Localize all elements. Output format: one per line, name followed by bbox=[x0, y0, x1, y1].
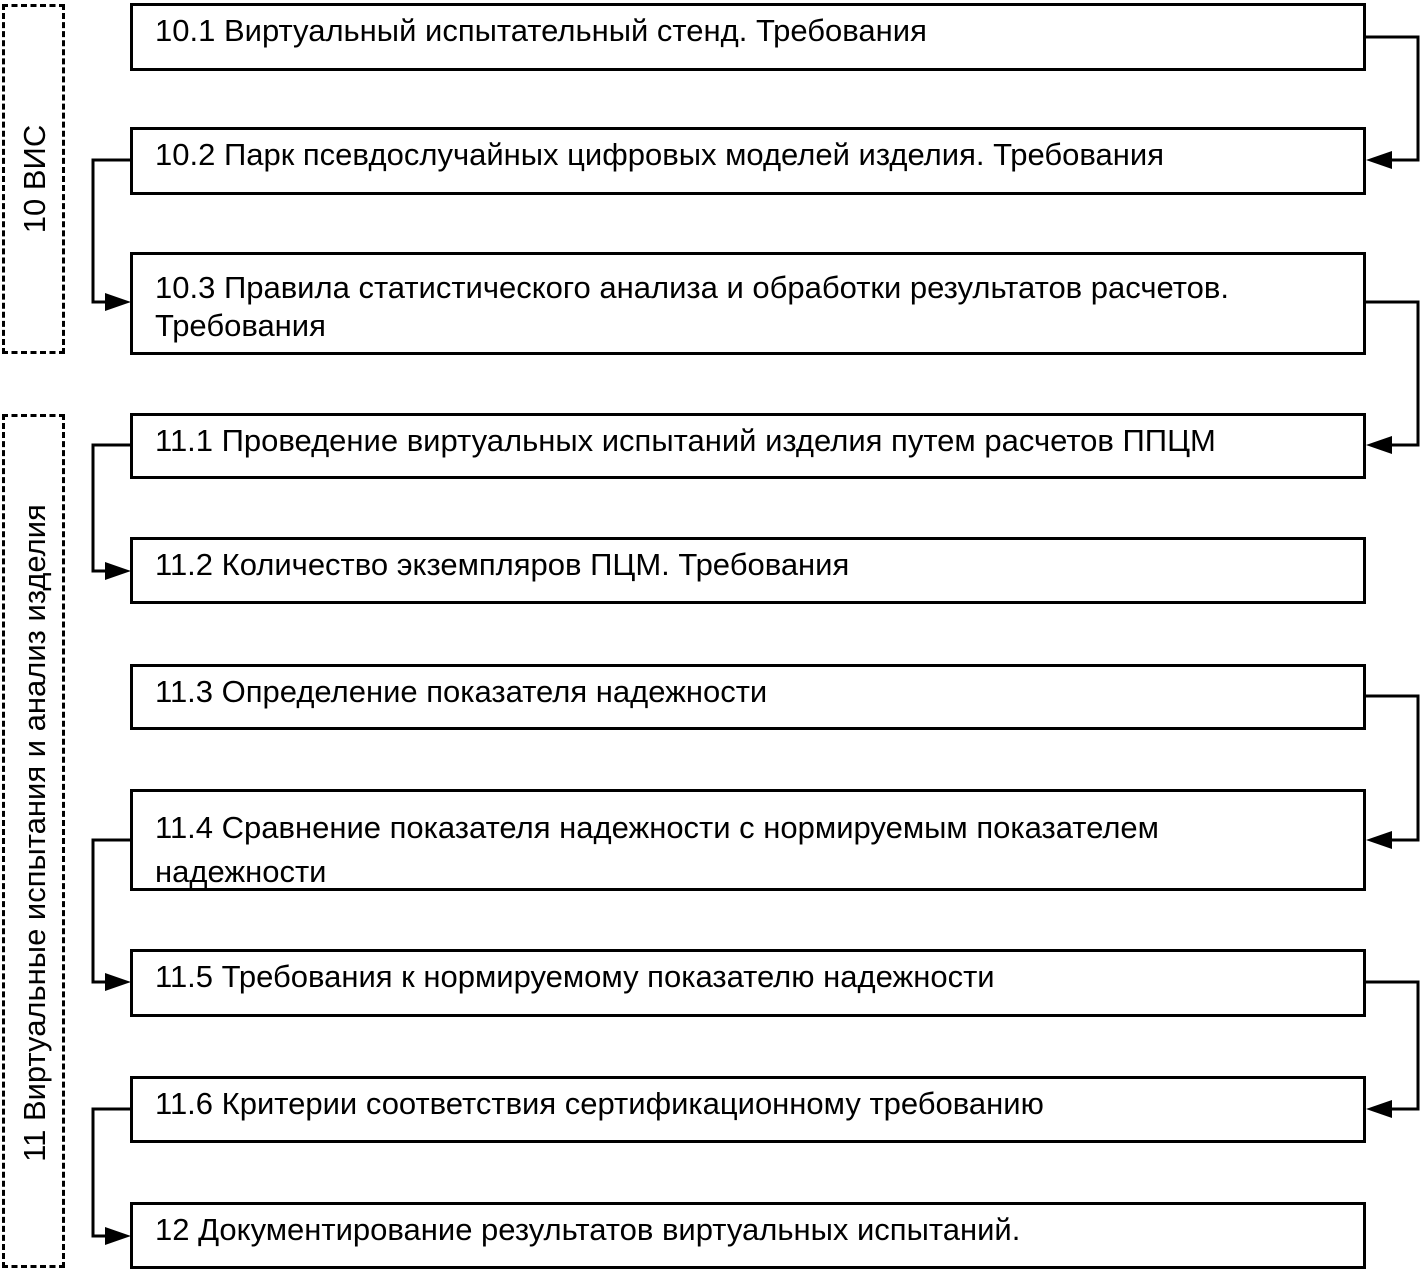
arrowhead-11-6 bbox=[1366, 1100, 1392, 1118]
box-11-5-text: 11.5 Требования к нормируемому показателю надежности bbox=[155, 959, 995, 994]
arrowhead-11-5 bbox=[105, 973, 131, 991]
box-11-5 bbox=[130, 949, 1366, 1017]
box-11-1 bbox=[130, 413, 1366, 479]
box-11-2 bbox=[130, 537, 1366, 604]
group-11-virtual-tests-label: 11 Виртуальные испытания и анализ изделия bbox=[17, 504, 52, 1162]
connector-11-1-to-11-2 bbox=[93, 445, 131, 571]
box-11-1-text: 11.1 Проведение виртуальных испытаний изделия путем расчетов ППЦМ bbox=[155, 423, 1216, 458]
connector-11-6-to-12 bbox=[93, 1109, 131, 1236]
connector-11-4-to-11-5 bbox=[93, 840, 131, 982]
arrowhead-10-3 bbox=[105, 293, 131, 311]
connector-10-1-to-10-2 bbox=[1364, 37, 1418, 160]
box-10-3-text-line2: Требования bbox=[155, 308, 326, 343]
box-12 bbox=[130, 1202, 1366, 1269]
arrowhead-11-2 bbox=[105, 562, 131, 580]
box-10-1 bbox=[130, 3, 1366, 71]
connector-11-3-to-11-4 bbox=[1364, 696, 1418, 840]
box-11-2-text: 11.2 Количество экземпляров ПЦМ. Требования bbox=[155, 547, 850, 582]
box-11-6 bbox=[130, 1076, 1366, 1143]
box-10-3 bbox=[130, 252, 1366, 355]
box-10-2 bbox=[130, 127, 1366, 195]
box-10-3-text: 10.3 Правила статистического анализа и обработки результатов расчетов. bbox=[155, 270, 1229, 305]
arrowhead-10-2 bbox=[1366, 151, 1392, 169]
arrowhead-12 bbox=[105, 1227, 131, 1245]
box-10-2-text: 10.2 Парк псевдослучайных цифровых моделей изделия. Требования bbox=[155, 137, 1164, 172]
box-11-4-text: 11.4 Сравнение показателя надежности с нормируемым показателем bbox=[155, 810, 1159, 845]
box-11-3 bbox=[130, 664, 1366, 730]
connector-10-3-to-11-1 bbox=[1364, 302, 1418, 445]
box-11-3-text: 11.3 Определение показателя надежности bbox=[155, 674, 768, 709]
connector-10-2-to-10-3 bbox=[93, 160, 131, 302]
box-11-6-text: 11.6 Критерии соответствия сертификационному требованию bbox=[155, 1086, 1044, 1121]
arrowhead-11-1 bbox=[1366, 436, 1392, 454]
box-12-text: 12 Документирование результатов виртуальных испытаний. bbox=[155, 1212, 1021, 1247]
arrowhead-11-4 bbox=[1366, 831, 1392, 849]
box-10-1-text: 10.1 Виртуальный испытательный стенд. Требования bbox=[155, 13, 927, 48]
connector-11-5-to-11-6 bbox=[1364, 982, 1418, 1109]
group-10-vis-label: 10 ВИС bbox=[17, 124, 52, 234]
box-11-4-text-line2: надежности bbox=[155, 854, 327, 889]
box-11-4 bbox=[130, 789, 1366, 891]
